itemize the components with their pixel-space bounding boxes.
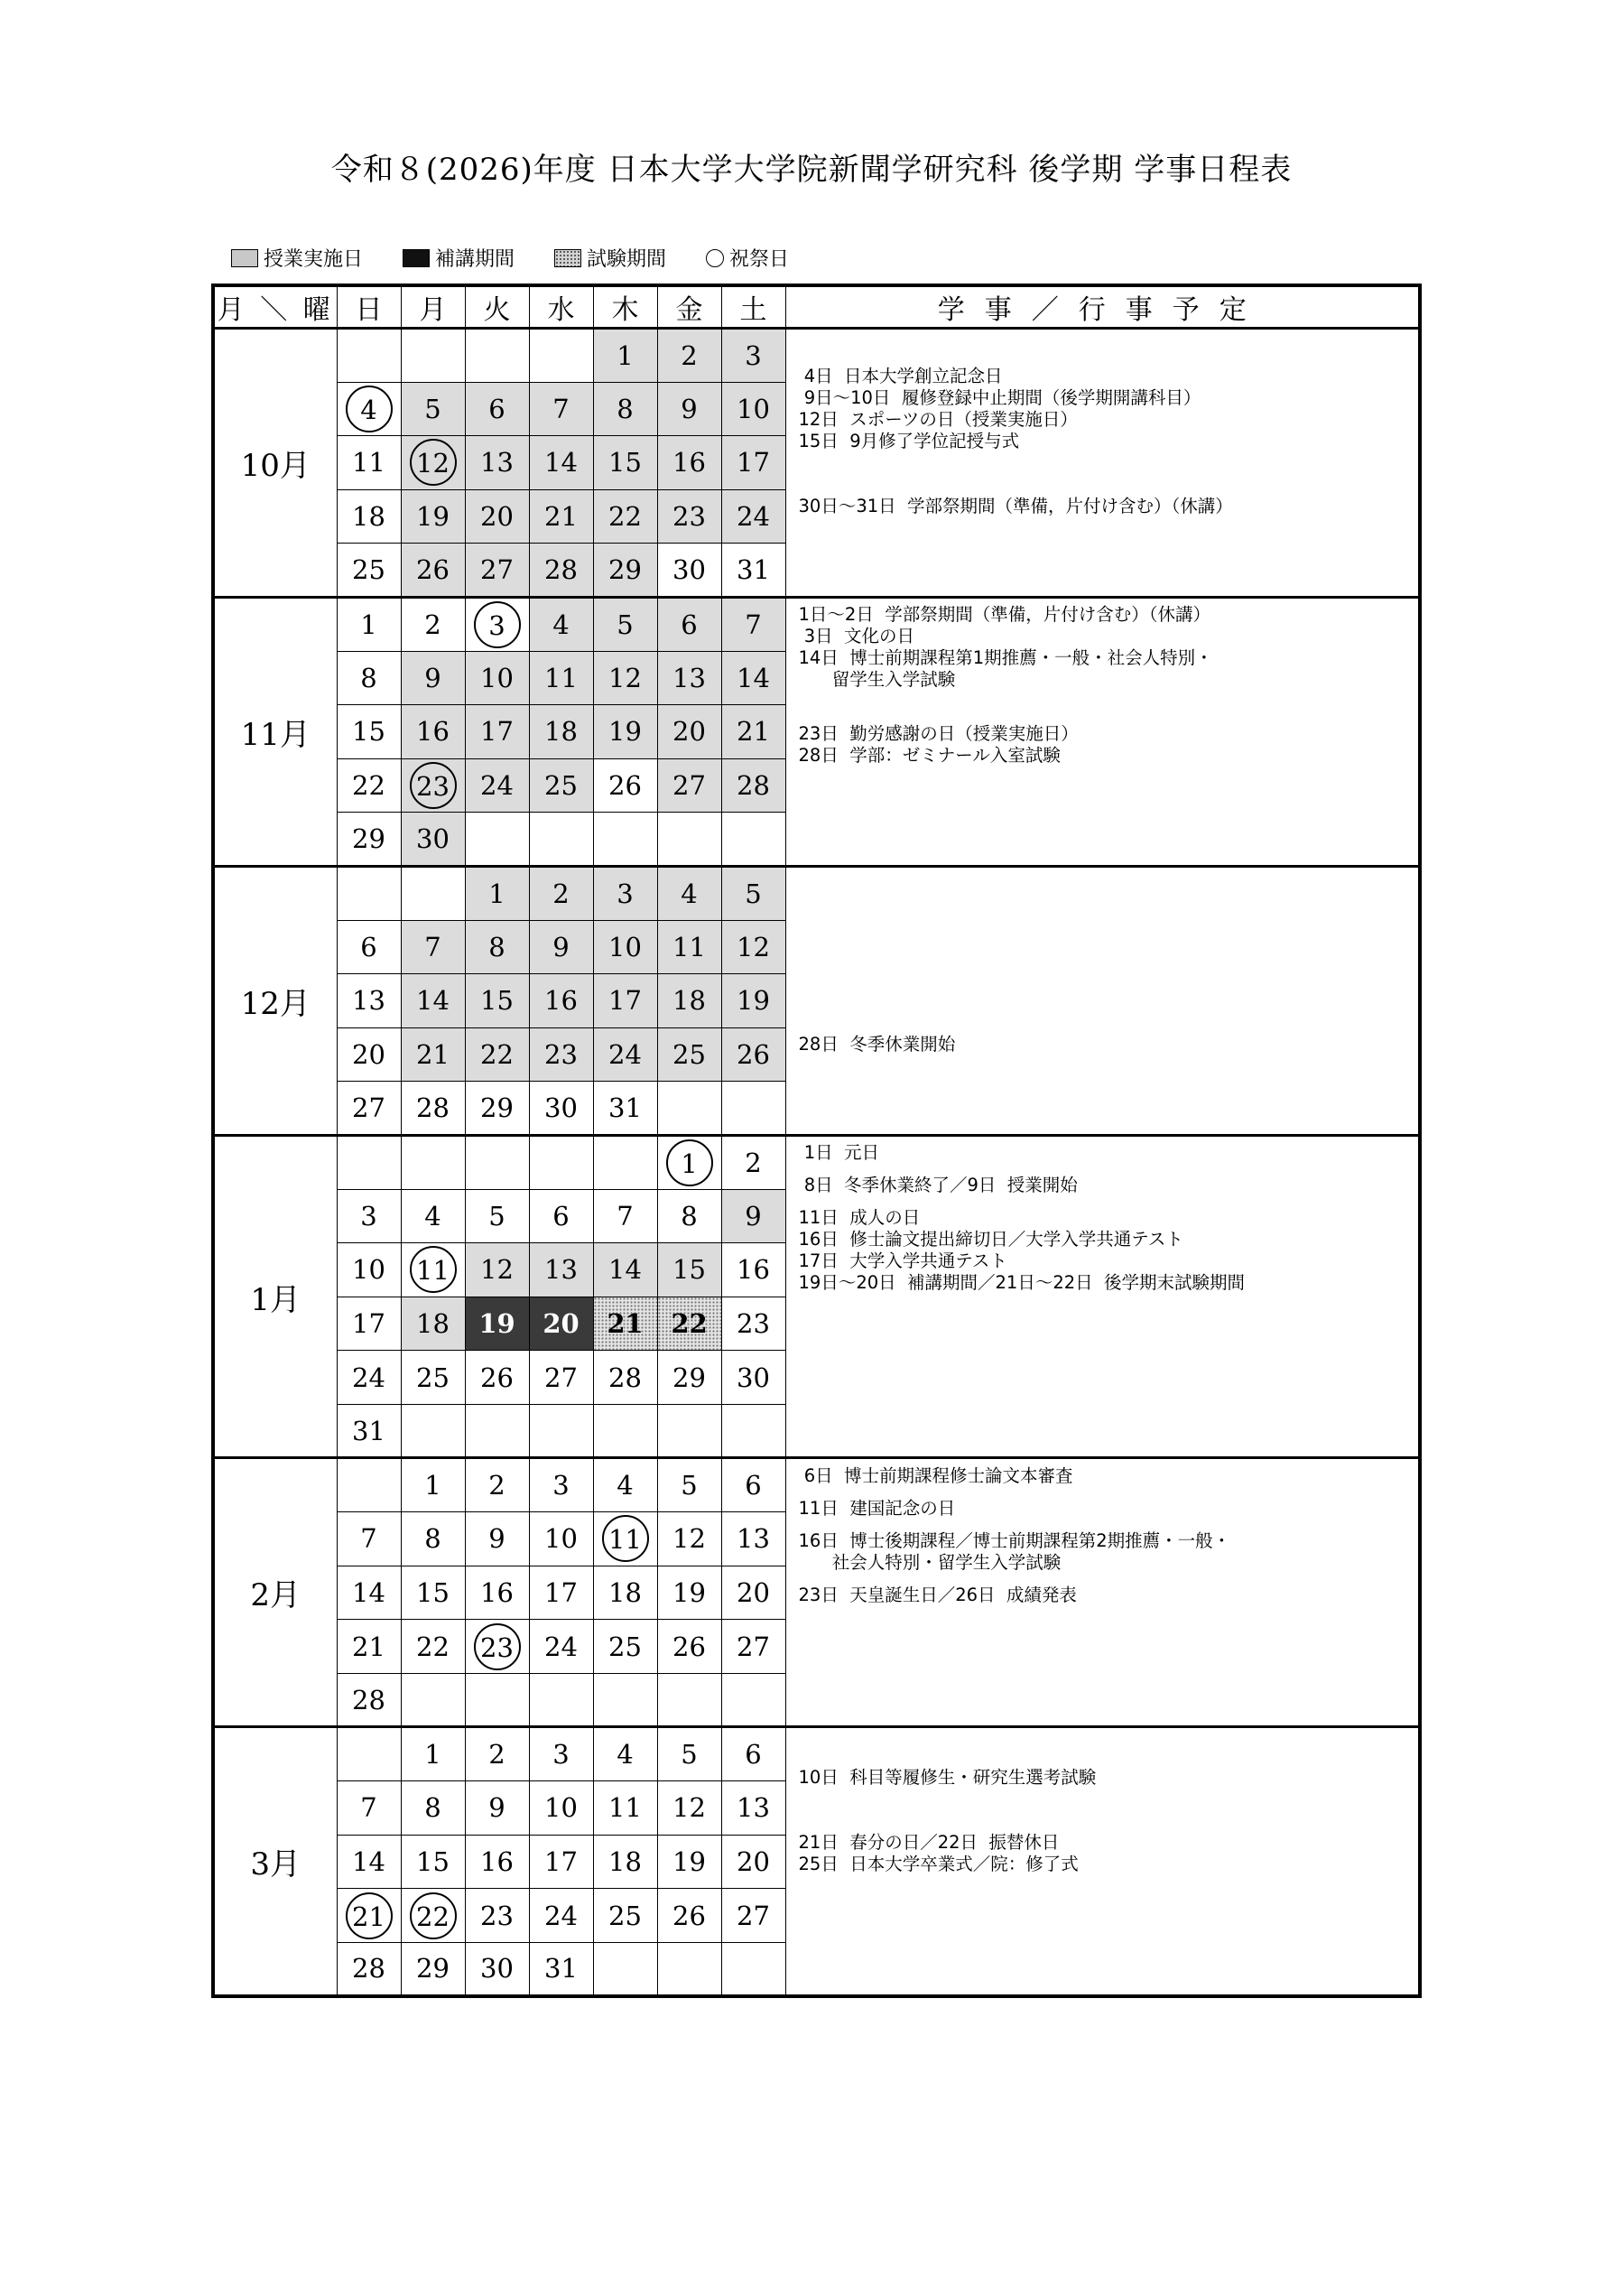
day-cell: 14 [337,1566,401,1620]
header-row [213,285,1420,329]
day-cell: 4 [401,1189,465,1243]
day-cell: 24 [529,1889,593,1943]
day-cell [401,1243,465,1297]
empty-day-cell [593,1404,657,1458]
day-cell: 29 [593,544,657,598]
holiday-date: 22 [410,1892,457,1939]
day-cell: 17 [337,1297,401,1351]
day-cell: 8 [401,1781,465,1836]
day-cell: 16 [465,1566,529,1620]
empty-day-cell [657,1673,721,1727]
holiday-date: 3 [474,601,521,648]
day-cell: 15 [465,974,529,1028]
day-cell: 19 [657,1835,721,1889]
event-item: 21日 春分の日／22日 振替休日 [798,1831,1060,1853]
empty-day-cell [529,1135,593,1189]
day-cell: 6 [337,920,401,974]
day-cell: 9 [465,1781,529,1836]
day-cell: 23 [465,1889,529,1943]
empty-day-cell [465,1404,529,1458]
day-cell: 8 [657,1189,721,1243]
empty-day-cell [721,1082,785,1136]
holiday-date: 11 [410,1246,457,1293]
day-cell: 25 [337,544,401,598]
legend-label: 授業実施日 [264,248,364,271]
day-cell: 13 [657,651,721,705]
day-cell: 22 [465,1027,529,1082]
day-cell: 27 [721,1620,785,1674]
day-cell: 14 [721,651,785,705]
class-days-swatch [231,249,258,267]
empty-day-cell [529,813,593,867]
day-cell: 21 [593,1297,657,1351]
day-cell [401,758,465,813]
empty-day-cell [401,329,465,383]
event-item: 14日 博士前期課程第1期推薦・一般・社会人特別・ [798,647,1213,669]
event-item: 10日 科目等履修生・研究生選考試験 [798,1766,1097,1788]
day-cell: 4 [593,1727,657,1781]
day-cell: 5 [721,866,785,920]
calendar-table [211,284,1422,1998]
empty-day-cell [593,1942,657,1996]
month-label: 2月 [213,1458,337,1727]
day-cell: 18 [593,1566,657,1620]
empty-day-cell [401,866,465,920]
day-cell: 5 [657,1727,721,1781]
day-cell: 13 [721,1781,785,1836]
calendar-body [213,329,1420,1996]
day-cell: 25 [593,1889,657,1943]
day-cell: 26 [401,544,465,598]
day-cell: 4 [657,866,721,920]
empty-day-cell [657,813,721,867]
day-cell: 2 [401,597,465,651]
day-cell: 9 [721,1189,785,1243]
holiday-date: 23 [410,762,457,809]
legend-label: 補講期間 [435,248,515,271]
day-cell: 20 [529,1297,593,1351]
day-cell: 30 [465,1942,529,1996]
day-cell: 31 [529,1942,593,1996]
month-label: 3月 [213,1727,337,1996]
week-row [213,1135,1420,1189]
week-row [213,329,1420,383]
day-cell: 7 [337,1781,401,1836]
empty-day-cell [593,1673,657,1727]
event-item: 11日 建国記念の日 [798,1497,956,1519]
day-cell: 26 [593,758,657,813]
day-cell: 14 [337,1835,401,1889]
day-cell: 25 [401,1351,465,1405]
day-cell [337,1889,401,1943]
weekday-header: 水 [529,285,593,329]
weekday-header: 土 [721,285,785,329]
day-cell: 27 [721,1889,785,1943]
day-cell: 2 [721,1135,785,1189]
month-label: 10月 [213,329,337,598]
event-item: 19日～20日 補講期間／21日～22日 後学期末試験期間 [798,1272,1246,1294]
event-item: 17日 大学入学共通テスト [798,1250,1007,1272]
day-cell: 6 [657,597,721,651]
legend-label: 試験期間 [587,248,667,271]
day-cell: 12 [465,1243,529,1297]
event-item: 1日 元日 [798,1142,880,1164]
day-cell: 11 [593,1781,657,1836]
day-cell: 12 [657,1512,721,1566]
event-item: 1日～2日 学部祭期間（準備，片付け含む）（休講） [798,604,1210,626]
week-row [213,866,1420,920]
day-cell: 19 [401,489,465,544]
day-cell: 7 [721,597,785,651]
day-cell: 30 [529,1082,593,1136]
day-cell: 26 [721,1027,785,1082]
week-row [213,1458,1420,1512]
empty-day-cell [401,1673,465,1727]
day-cell: 16 [401,705,465,759]
empty-day-cell [337,329,401,383]
day-cell: 4 [593,1458,657,1512]
day-cell: 10 [337,1243,401,1297]
day-cell: 21 [401,1027,465,1082]
event-item: 28日 冬季休業開始 [798,1033,956,1055]
page-title: 令和８(2026)年度 日本大学大学院新聞学研究科 後学期 学事日程表 [330,152,1293,188]
day-cell: 13 [721,1512,785,1566]
weekday-header: 木 [593,285,657,329]
day-cell: 2 [465,1458,529,1512]
month-label: 11月 [213,597,337,866]
day-cell: 3 [337,1189,401,1243]
day-cell [401,1889,465,1943]
weekday-header: 月 [401,285,465,329]
event-item: 16日 修士論文提出締切日／大学入学共通テスト [798,1229,1183,1250]
empty-day-cell [465,329,529,383]
event-item: 9日～10日 履修登録中止期間（後学期開講科目） [798,387,1201,408]
day-cell: 28 [721,758,785,813]
day-cell [657,1135,721,1189]
day-cell: 26 [465,1351,529,1405]
day-cell: 12 [657,1781,721,1836]
day-cell: 29 [465,1082,529,1136]
day-cell: 12 [721,920,785,974]
empty-day-cell [401,1404,465,1458]
day-cell: 17 [529,1835,593,1889]
day-cell: 20 [657,705,721,759]
day-cell: 18 [401,1297,465,1351]
empty-day-cell [337,866,401,920]
day-cell: 30 [721,1351,785,1405]
day-cell: 9 [465,1512,529,1566]
day-cell: 14 [529,436,593,490]
month-events [785,329,1420,598]
day-cell: 28 [401,1082,465,1136]
day-cell: 7 [529,382,593,436]
day-cell: 11 [529,651,593,705]
empty-day-cell [529,1673,593,1727]
day-cell: 20 [337,1027,401,1082]
day-cell: 26 [657,1620,721,1674]
event-item: 6日 博士前期課程修士論文本審査 [798,1464,1073,1486]
legend-exam-period [554,244,666,272]
event-item: 23日 勤労感謝の日（授業実施日） [798,723,1079,745]
day-cell: 31 [593,1082,657,1136]
legend-makeup-period [403,244,515,272]
day-cell: 6 [529,1189,593,1243]
day-cell: 8 [593,382,657,436]
day-cell: 21 [721,705,785,759]
day-cell: 5 [465,1189,529,1243]
day-cell: 11 [657,920,721,974]
day-cell: 7 [337,1512,401,1566]
day-cell: 5 [593,597,657,651]
day-cell: 22 [337,758,401,813]
day-cell: 20 [721,1566,785,1620]
month-events [785,1135,1420,1458]
day-cell: 16 [465,1835,529,1889]
event-item: 留学生入学試験 [798,669,956,691]
day-cell: 28 [529,544,593,598]
day-cell: 30 [401,813,465,867]
day-cell: 5 [657,1458,721,1512]
day-cell: 5 [401,382,465,436]
holiday-date: 12 [410,439,457,486]
day-cell: 11 [337,436,401,490]
day-cell: 15 [401,1566,465,1620]
day-cell: 12 [593,651,657,705]
day-cell: 1 [593,329,657,383]
holiday-date: 1 [666,1139,713,1186]
day-cell: 23 [529,1027,593,1082]
day-cell [337,382,401,436]
event-item: 15日 9月修了学位記授与式 [798,431,1020,451]
holiday-date: 4 [346,386,393,432]
month-events [785,866,1420,1135]
day-cell: 7 [593,1189,657,1243]
day-cell: 2 [529,866,593,920]
day-cell [465,597,529,651]
empty-day-cell [721,813,785,867]
empty-day-cell [337,1727,401,1781]
event-item: 社会人特別・留学生入学試験 [798,1551,1062,1573]
day-cell: 1 [401,1458,465,1512]
day-cell: 27 [465,544,529,598]
week-row [213,597,1420,651]
weekday-header: 金 [657,285,721,329]
empty-day-cell [337,1135,401,1189]
day-cell: 21 [529,489,593,544]
day-cell [465,1620,529,1674]
empty-day-cell [401,1135,465,1189]
day-cell: 19 [465,1297,529,1351]
empty-day-cell [657,1082,721,1136]
day-cell: 1 [337,597,401,651]
empty-day-cell [657,1404,721,1458]
day-cell: 15 [401,1835,465,1889]
empty-day-cell [593,813,657,867]
day-cell: 20 [465,489,529,544]
day-cell: 19 [721,974,785,1028]
empty-day-cell [465,813,529,867]
event-item: 28日 学部：ゼミナール入室試験 [798,745,1061,767]
day-cell: 19 [593,705,657,759]
day-cell [593,1512,657,1566]
day-cell: 20 [721,1835,785,1889]
day-cell: 23 [721,1297,785,1351]
day-cell: 18 [657,974,721,1028]
day-cell: 4 [529,597,593,651]
day-cell: 3 [529,1458,593,1512]
day-cell: 22 [593,489,657,544]
day-cell: 3 [721,329,785,383]
day-cell: 10 [465,651,529,705]
event-item: 23日 天皇誕生日／26日 成績発表 [798,1584,1077,1605]
day-cell: 30 [657,544,721,598]
month-label: 1月 [213,1135,337,1458]
day-cell: 10 [529,1512,593,1566]
holiday-date: 23 [474,1623,521,1670]
day-cell: 6 [721,1458,785,1512]
day-cell: 1 [401,1727,465,1781]
day-cell: 18 [529,705,593,759]
day-cell: 13 [337,974,401,1028]
day-cell: 24 [721,489,785,544]
empty-day-cell [529,1404,593,1458]
month-weekday-header: 月 ＼ 曜 [213,285,337,329]
empty-day-cell [465,1135,529,1189]
event-item: 25日 日本大学卒業式／院：修了式 [798,1853,1079,1874]
legend-class-days [231,244,363,272]
day-cell: 21 [337,1620,401,1674]
day-cell: 14 [593,1243,657,1297]
empty-day-cell [721,1673,785,1727]
empty-day-cell [721,1404,785,1458]
empty-day-cell [465,1673,529,1727]
day-cell: 8 [465,920,529,974]
day-cell: 3 [529,1727,593,1781]
empty-day-cell [657,1942,721,1996]
day-cell: 1 [465,866,529,920]
day-cell: 9 [401,651,465,705]
day-cell: 16 [529,974,593,1028]
day-cell: 29 [657,1351,721,1405]
legend [231,244,829,272]
event-item: 3日 文化の日 [798,626,915,647]
day-cell: 18 [593,1835,657,1889]
day-cell: 27 [529,1351,593,1405]
events-header: 学事／行事予定 [785,285,1420,329]
day-cell: 26 [657,1889,721,1943]
makeup-period-swatch [403,249,430,267]
day-cell: 25 [657,1027,721,1082]
holiday-date: 11 [602,1515,649,1562]
empty-day-cell [721,1942,785,1996]
event-item: 16日 博士後期課程／博士前期課程第2期推薦・一般・ [798,1529,1231,1551]
day-cell: 25 [593,1620,657,1674]
day-cell: 9 [529,920,593,974]
day-cell: 28 [337,1673,401,1727]
day-cell: 28 [337,1942,401,1996]
day-cell: 27 [657,758,721,813]
day-cell: 2 [465,1727,529,1781]
day-cell: 3 [593,866,657,920]
day-cell: 25 [529,758,593,813]
day-cell: 8 [401,1512,465,1566]
month-events [785,1727,1420,1996]
day-cell: 17 [593,974,657,1028]
day-cell: 15 [657,1243,721,1297]
day-cell: 18 [337,489,401,544]
empty-day-cell [337,1458,401,1512]
day-cell: 8 [337,651,401,705]
day-cell: 23 [657,489,721,544]
day-cell: 9 [657,382,721,436]
day-cell: 15 [337,705,401,759]
day-cell: 16 [657,436,721,490]
holiday-circle-icon [706,249,724,267]
day-cell: 24 [465,758,529,813]
day-cell: 24 [337,1351,401,1405]
day-cell: 6 [465,382,529,436]
event-item: 12日 スポーツの日（授業実施日） [798,409,1078,430]
day-cell: 24 [529,1620,593,1674]
weekday-header: 火 [465,285,529,329]
month-events [785,1458,1420,1727]
day-cell: 13 [465,436,529,490]
day-cell: 2 [657,329,721,383]
day-cell: 17 [529,1566,593,1620]
empty-day-cell [593,1135,657,1189]
day-cell: 29 [401,1942,465,1996]
day-cell: 17 [721,436,785,490]
day-cell [401,436,465,490]
legend-holiday [706,244,789,272]
day-cell: 28 [593,1351,657,1405]
event-item: 30日～31日 学部祭期間（準備，片付け含む）（休講） [798,496,1233,516]
day-cell: 10 [529,1781,593,1836]
day-cell: 6 [721,1727,785,1781]
exam-period-swatch [554,249,581,267]
weekday-header: 日 [337,285,401,329]
month-label: 12月 [213,866,337,1135]
day-cell: 10 [593,920,657,974]
holiday-date: 21 [346,1892,393,1939]
day-cell: 19 [657,1566,721,1620]
day-cell: 15 [593,436,657,490]
empty-day-cell [529,329,593,383]
day-cell: 16 [721,1243,785,1297]
day-cell: 10 [721,382,785,436]
day-cell: 29 [337,813,401,867]
event-item: 11日 成人の日 [798,1207,921,1229]
day-cell: 31 [721,544,785,598]
day-cell: 24 [593,1027,657,1082]
day-cell: 13 [529,1243,593,1297]
day-cell: 27 [337,1082,401,1136]
day-cell: 22 [401,1620,465,1674]
day-cell: 31 [337,1404,401,1458]
legend-label: 祝祭日 [729,248,790,271]
event-item: 8日 冬季休業終了／9日 授業開始 [798,1175,1078,1196]
month-events [785,597,1420,866]
day-cell: 7 [401,920,465,974]
day-cell: 14 [401,974,465,1028]
week-row [213,1727,1420,1781]
day-cell: 22 [657,1297,721,1351]
day-cell: 17 [465,705,529,759]
event-item: 4日 日本大学創立記念日 [798,366,1003,386]
